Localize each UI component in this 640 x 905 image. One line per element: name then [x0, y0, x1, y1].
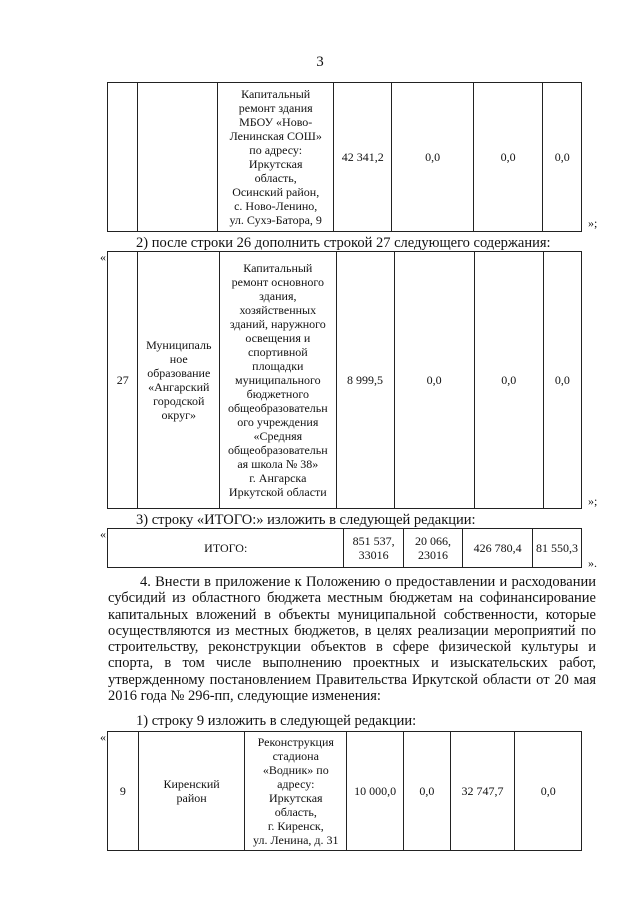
cell-value-1: 42 341,2: [334, 83, 392, 232]
instruction-1: 1) строку 9 изложить в следующей редакции:: [136, 713, 417, 729]
cell-municipality: Муниципаль ное образование «Ангарский городской округ»: [138, 252, 220, 509]
table-row-object-novo-lenino: [107, 82, 582, 232]
paragraph-4-text: 4. Внести в приложение к Положению о предоставлении и расходовании субсидий из областного бюджета местным бюджетам на софинансирование капитальных вложений в объекты муниципальной собственности, которые осуществляются из местных бюджетов, в целях реализации мероприятий по строительству, реконструкции объектов в сфере физической культуры и спорта, в том числе выполнению проектных и изыскательских работ, утвержденному постановлением Правительства Иркутской области от 20 мая 2016 года № 296-пп, следующие изменения:: [108, 574, 596, 705]
cell-value-3: 0,0: [474, 252, 543, 509]
paragraph-4: [108, 574, 596, 704]
cell-total-1: 851 537, 33016: [344, 529, 403, 568]
cell-municipality: [138, 83, 218, 232]
cell-value-3: 32 747,7: [450, 732, 515, 851]
cell-municipality: Киренский район: [138, 732, 245, 851]
table-row-object-angarsk: [107, 251, 582, 509]
cell-value-3: 0,0: [473, 83, 543, 232]
cell-value-4: 0,0: [543, 252, 581, 509]
cell-value-1: 8 999,5: [336, 252, 394, 509]
cell-value-4: 0,0: [515, 732, 582, 851]
closing-quote: »;: [588, 216, 598, 230]
cell-object-description: Реконструкция стадиона «Водник» по адресу: Иркутская область, г. Киренск, ул. Ленина, д. 31: [245, 732, 347, 851]
cell-total-2: 20 066, 23016: [403, 529, 462, 568]
cell-row-number: 27: [108, 252, 138, 509]
cell-value-2: 0,0: [394, 252, 474, 509]
closing-quote: ».: [588, 556, 597, 570]
table-row-total: [107, 528, 582, 568]
cell-value-2: 0,0: [403, 732, 450, 851]
cell-value-4: 0,0: [543, 83, 582, 232]
cell-value-1: 10 000,0: [347, 732, 404, 851]
instruction-3: 3) строку «ИТОГО:» изложить в следующей редакции:: [136, 512, 476, 528]
instruction-2: 2) после строки 26 дополнить строкой 27 следующего содержания:: [136, 235, 551, 251]
cell-row-number: [108, 83, 138, 232]
opening-quote: «: [100, 730, 106, 744]
closing-quote: »;: [588, 494, 598, 508]
opening-quote: «: [100, 527, 106, 541]
page-number: 3: [316, 54, 324, 70]
cell-total-4: 81 550,3: [533, 529, 582, 568]
cell-value-2: 0,0: [392, 83, 473, 232]
cell-object-description: Капитальный ремонт основного здания, хозяйственных зданий, наружного освещения и спортивной площадки муниципального бюджетного общеобразовательн ого учреждения «Средняя общеобразовательн ая школа № 38» г. Ангарска Иркутской области: [220, 252, 337, 509]
cell-total-label: ИТОГО:: [108, 529, 344, 568]
opening-quote: «: [100, 250, 106, 264]
cell-row-number: 9: [108, 732, 139, 851]
cell-total-3: 426 780,4: [463, 529, 533, 568]
cell-object-description: Капитальный ремонт здания МБОУ «Ново- Ленинская СОШ» по адресу: Иркутская область, Осинский район, с. Ново-Ленино, ул. Сухэ-Батора, 9: [218, 83, 334, 232]
table-row-object-kirensk: [107, 731, 582, 851]
